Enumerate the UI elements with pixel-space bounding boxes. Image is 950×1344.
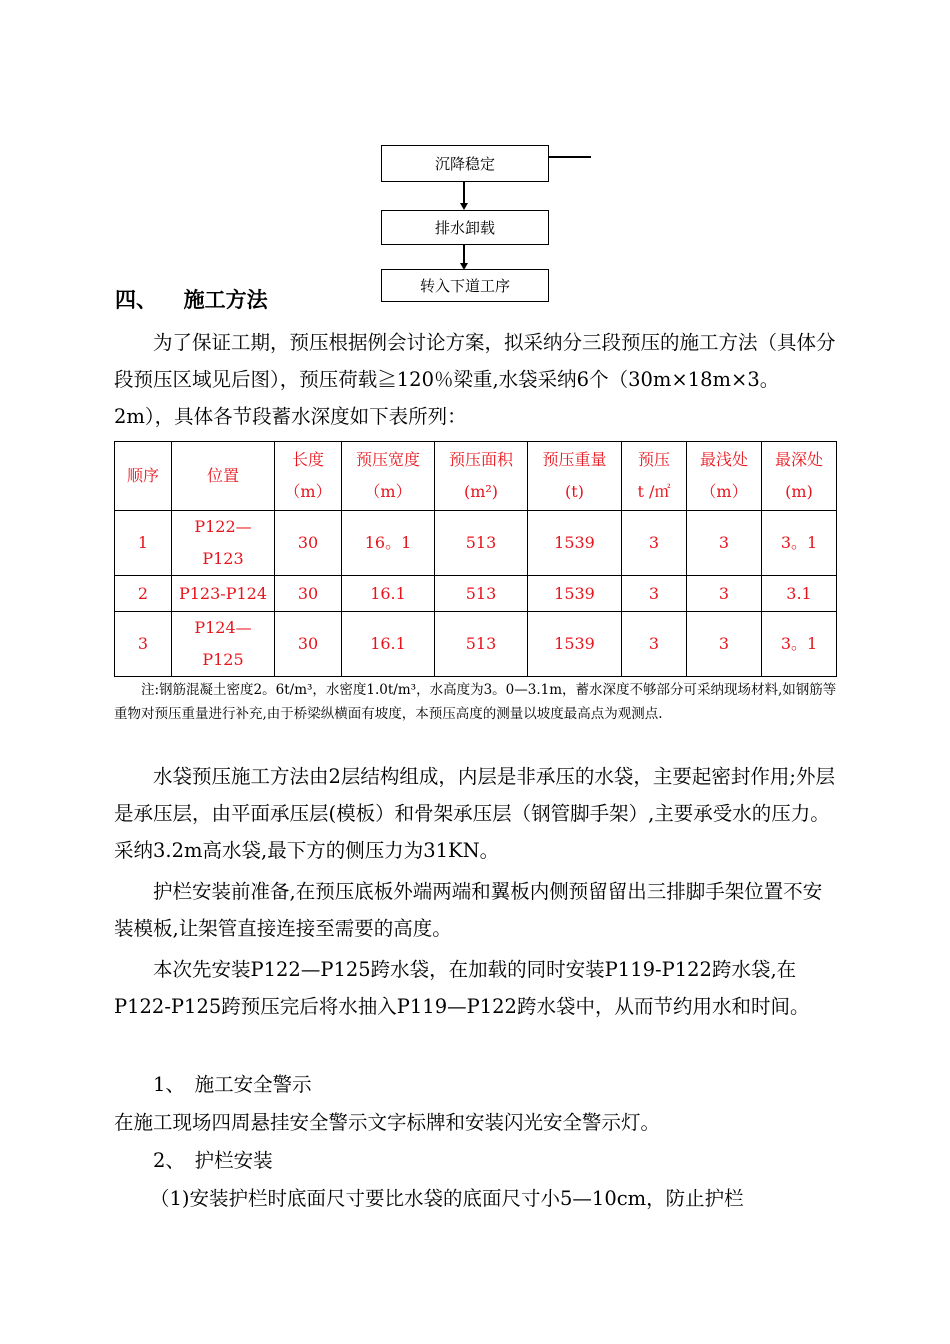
cell-area: 513: [435, 612, 528, 677]
cell-width: 16。1: [342, 511, 435, 576]
paragraph-guardrail-prep: 护栏安装前准备,在预压底板外端两端和翼板内侧预留留出三排脚手架位置不安装模板,让架管直接连接至需要的高度。: [114, 880, 823, 940]
preload-table: [114, 441, 837, 677]
header-order: 顺序: [115, 442, 172, 511]
header-width: 预压宽度 （m）: [342, 442, 435, 511]
cell-order: 3: [115, 612, 172, 677]
paragraph-sequence: 本次先安装P122—P125跨水袋，在加载的同时安装P119-P122跨水袋,在P122-P125跨预压完后将水抽入P119—P122跨水袋中，从而节约用水和时间。: [114, 958, 810, 1018]
flow-step-settlement: 沉降稳定: [381, 145, 549, 182]
cell-length: 30: [275, 612, 342, 677]
table-note: 注:钢筋混凝土密度2。6t/m³，水密度1.0t/m³，水高度为3。0—3.1m，蓄水深度不够部分可采纳现场材料,如钢筋等重物对预压重量进行补充,由于桥梁纵横面有坡度，本预压高度的测量以坡度最高点为观测点.: [114, 682, 837, 722]
header-min-depth: 最浅处 （m）: [687, 442, 762, 511]
cell-area: 513: [435, 576, 528, 612]
table-row: [115, 612, 837, 677]
cell-min-depth: 3: [687, 511, 762, 576]
flow-connector-2: [463, 245, 465, 263]
cell-min-depth: 3: [687, 576, 762, 612]
paragraph-safety: 在施工现场四周悬挂安全警示文字标牌和安装闪光安全警示灯。: [114, 1111, 661, 1134]
cell-max-depth: 3.1: [762, 576, 837, 612]
header-weight: 预压重量 (t): [528, 442, 622, 511]
flow-connector-1: [463, 182, 465, 203]
cell-weight: 1539: [528, 576, 622, 612]
intro-paragraph: 为了保证工期，预压根据例会讨论方案，拟采纳分三段预压的施工方法（具体分段预压区域见后图），预压荷载≧120％梁重,水袋采纳6个（30m×18m×3。2m），具体各节段蓄水深度如下表所列：: [114, 331, 836, 428]
cell-load: 3: [622, 612, 687, 677]
cell-max-depth: 3。1: [762, 511, 837, 576]
header-load: 预压 t /㎡: [622, 442, 687, 511]
cell-order: 1: [115, 511, 172, 576]
header-max-depth: 最深处 (m): [762, 442, 837, 511]
table-header-row: [115, 442, 837, 511]
cell-position: P122— P123: [172, 511, 275, 576]
cell-width: 16.1: [342, 612, 435, 677]
cell-load: 3: [622, 511, 687, 576]
paragraph-structure: 水袋预压施工方法由2层结构组成，内层是非承压的水袋，主要起密封作用;外层是承压层，由平面承压层(模板）和骨架承压层（钢管脚手架）,主要承受水的压力。采纳3.2m高水袋,最下方的侧压力为31KN。: [114, 765, 835, 862]
flow-arrow-1: [460, 203, 468, 210]
cell-position: P124— P125: [172, 612, 275, 677]
section-heading: [115, 284, 268, 314]
cell-load: 3: [622, 576, 687, 612]
cell-weight: 1539: [528, 511, 622, 576]
flow-step-next: 转入下道工序: [381, 269, 549, 302]
list-item-guardrail-heading: 2、 护栏安装: [153, 1149, 273, 1172]
header-length: 长度 （m）: [275, 442, 342, 511]
paragraph-guardrail-1: （1)安装护栏时底面尺寸要比水袋的底面尺寸小5—10cm，防止护栏: [150, 1187, 744, 1210]
section-heading-title: 施工方法: [183, 288, 268, 312]
cell-min-depth: 3: [687, 612, 762, 677]
list-item-safety-heading: 1、 施工安全警示: [153, 1073, 312, 1096]
cell-max-depth: 3。1: [762, 612, 837, 677]
table-row: [115, 511, 837, 576]
table-row: [115, 576, 837, 612]
cell-length: 30: [275, 511, 342, 576]
cell-order: 2: [115, 576, 172, 612]
section-heading-number: 四、: [115, 288, 157, 312]
header-area: 预压面积 (m²): [435, 442, 528, 511]
cell-length: 30: [275, 576, 342, 612]
header-position: 位置: [172, 442, 275, 511]
cell-position: P123-P124: [172, 576, 275, 612]
cell-area: 513: [435, 511, 528, 576]
cell-weight: 1539: [528, 612, 622, 677]
cell-width: 16.1: [342, 576, 435, 612]
flow-step-drain: 排水卸载: [381, 210, 549, 245]
flow-feedback-line: [549, 156, 591, 158]
